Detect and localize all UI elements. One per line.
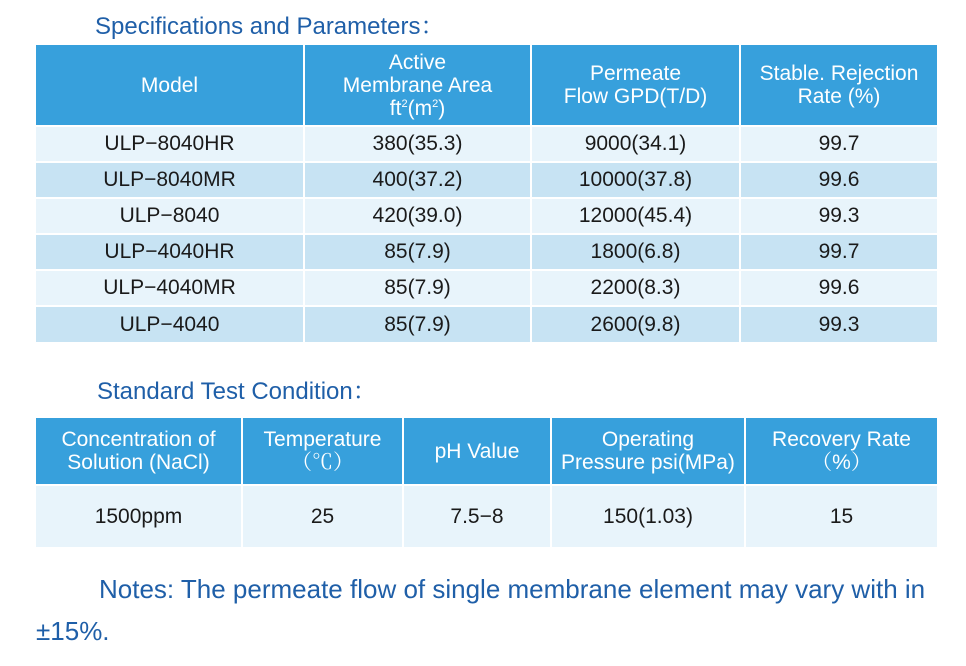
rejection-cell: 99.7 bbox=[740, 234, 937, 270]
table-row bbox=[36, 270, 937, 306]
concentration-header: Concentration of Solution (NaCl) bbox=[36, 418, 242, 485]
rejection-cell: 99.6 bbox=[740, 162, 937, 198]
rejection-cell: 99.3 bbox=[740, 198, 937, 234]
rejection-cell: 99.6 bbox=[740, 270, 937, 306]
model-header: Model bbox=[36, 45, 304, 126]
area-cell: 85(7.9) bbox=[304, 234, 531, 270]
rejection-cell: 99.3 bbox=[740, 306, 937, 342]
area-cell: 400(37.2) bbox=[304, 162, 531, 198]
flow-cell: 2200(8.3) bbox=[531, 270, 740, 306]
model-cell: ULP−8040MR bbox=[36, 162, 304, 198]
table-row bbox=[36, 485, 937, 547]
pressure-value: 150(1.03) bbox=[551, 485, 745, 547]
ph-header: pH Value bbox=[403, 418, 551, 485]
flow-header: Permeate Flow GPD(T/D) bbox=[531, 45, 740, 126]
area-header: Active Membrane Area $ft^2(m^2)$ bbox=[304, 45, 531, 126]
pressure-header: Operating Pressure psi(MPa) bbox=[551, 418, 745, 485]
flow-cell: 12000(45.4) bbox=[531, 198, 740, 234]
area-cell: 380(35.3) bbox=[304, 126, 531, 162]
test-condition-heading: Standard Test Condition： bbox=[97, 378, 377, 405]
model-cell: ULP−8040HR bbox=[36, 126, 304, 162]
table-row bbox=[36, 198, 937, 234]
specifications-table bbox=[36, 45, 937, 342]
flow-cell: 1800(6.8) bbox=[531, 234, 740, 270]
rejection-header: Stable. Rejection Rate (%) bbox=[740, 45, 937, 126]
test-header-row bbox=[36, 418, 937, 485]
area-cell: 420(39.0) bbox=[304, 198, 531, 234]
model-cell: ULP−4040 bbox=[36, 306, 304, 342]
temperature-header: Temperature （℃） bbox=[242, 418, 403, 485]
spec-heading: Specifications and Parameters： bbox=[95, 13, 445, 40]
table-row bbox=[36, 234, 937, 270]
model-cell: ULP−8040 bbox=[36, 198, 304, 234]
model-cell: ULP−4040HR bbox=[36, 234, 304, 270]
table-row bbox=[36, 306, 937, 342]
flow-cell: 2600(9.8) bbox=[531, 306, 740, 342]
table-row bbox=[36, 126, 937, 162]
flow-cell: 10000(37.8) bbox=[531, 162, 740, 198]
area-cell: 85(7.9) bbox=[304, 270, 531, 306]
table-row bbox=[36, 162, 937, 198]
concentration-value: 1500ppm bbox=[36, 485, 242, 547]
temperature-value: 25 bbox=[242, 485, 403, 547]
model-cell: ULP−4040MR bbox=[36, 270, 304, 306]
recovery-value: 15 bbox=[745, 485, 937, 547]
flow-cell: 9000(34.1) bbox=[531, 126, 740, 162]
test-condition-table bbox=[36, 418, 937, 547]
notes-text: Notes: The permeate flow of single membrane element may vary with in ±15%. bbox=[36, 574, 926, 646]
spec-header-row bbox=[36, 45, 937, 126]
ph-value: 7.5−8 bbox=[403, 485, 551, 547]
recovery-header: Recovery Rate （%） bbox=[745, 418, 937, 485]
rejection-cell: 99.7 bbox=[740, 126, 937, 162]
area-cell: 85(7.9) bbox=[304, 306, 531, 342]
